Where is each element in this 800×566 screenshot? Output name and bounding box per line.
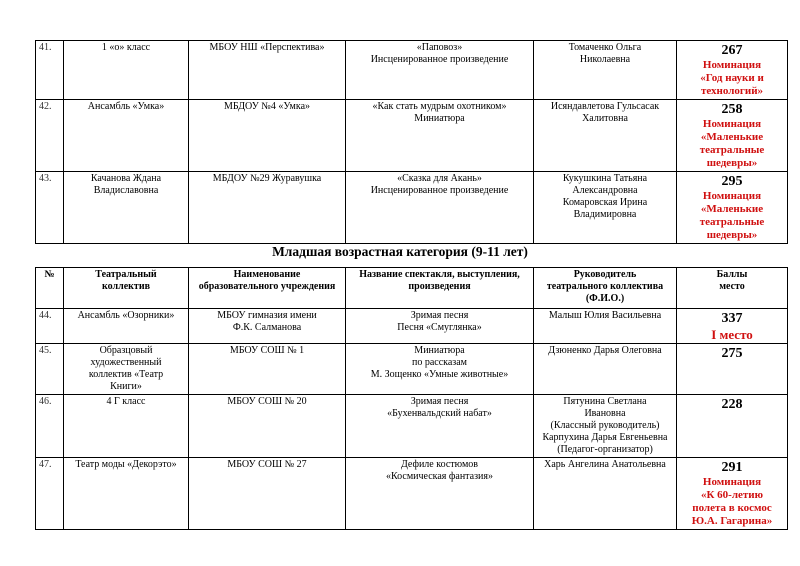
performance-line: «Паповоз» [416, 42, 463, 53]
score-value: 258 [721, 102, 743, 117]
institution-cell [189, 41, 346, 100]
score-cell [677, 100, 788, 172]
header-collective-line: коллектив [102, 281, 150, 292]
leader-line: (Классный руководитель) [550, 420, 660, 431]
table-header-row [36, 268, 788, 309]
leader-line: Томаченко Ольга [568, 42, 642, 53]
score-cell [677, 344, 788, 395]
collective-line: 4 Г класс [106, 396, 146, 407]
header-leader [534, 268, 677, 309]
nomination-line: Номинация [702, 476, 762, 488]
institution-line: МБОУ СОШ № 20 [227, 396, 307, 407]
score-cell [677, 41, 788, 100]
collective-line: Качанова Ждана [90, 173, 162, 184]
performance-cell [346, 100, 534, 172]
institution-line: Ф.К. Салманова [232, 322, 302, 333]
collective-cell [64, 458, 189, 530]
institution-cell [189, 100, 346, 172]
header-score [677, 268, 788, 309]
nomination-line: театральные [699, 216, 765, 228]
collective-cell [64, 309, 189, 344]
header-num [36, 268, 64, 309]
leader-line: (Педагог-организатор) [557, 444, 653, 455]
table-row [36, 344, 788, 395]
collective-line: Театр моды «Декорэто» [75, 459, 177, 470]
score-value: 267 [721, 43, 743, 58]
performance-cell [346, 41, 534, 100]
performance-line: Зримая песня [410, 310, 469, 321]
institution-line: МБДОУ №4 «Умка» [223, 101, 311, 112]
collective-line: Ансамбль «Озорники» [77, 310, 175, 321]
header-collective-line: Театральный [95, 269, 157, 280]
leader-line: Дзюненко Дарья Олеговна [548, 345, 662, 356]
performance-line: по рассказам [411, 357, 468, 368]
performance-cell [346, 395, 534, 458]
table-row [36, 395, 788, 458]
table-row [36, 458, 788, 530]
collective-cell [64, 344, 189, 395]
header-score-line: Баллы [716, 269, 748, 280]
collective-line: Владиславовна [93, 185, 159, 196]
score-value: 275 [721, 346, 743, 361]
header-collective [64, 268, 189, 309]
collective-cell [64, 395, 189, 458]
num-cell: 41. [36, 41, 64, 100]
nomination-line: театральные [699, 144, 765, 156]
header-leader-line: театрального коллектива [546, 281, 664, 292]
score-cell [677, 395, 788, 458]
leader-cell [534, 458, 677, 530]
score-cell [677, 309, 788, 344]
leader-line: Исяндавлетова Гульсасак [550, 101, 660, 112]
collective-line: Ансамбль «Умка» [87, 101, 165, 112]
results-table-previous [35, 40, 788, 244]
place-badge: I место [711, 327, 753, 342]
header-leader-line: (Ф.И.О.) [585, 293, 625, 304]
collective-line: коллектив «Театр [88, 369, 164, 380]
performance-line: Инсценированное произведение [370, 54, 509, 65]
nomination-line: шедевры» [706, 229, 758, 241]
table-row [36, 100, 788, 172]
collective-cell [64, 41, 189, 100]
leader-cell [534, 172, 677, 244]
header-num-line: № [44, 269, 55, 280]
performance-line: «Космическая фантазия» [385, 471, 494, 482]
leader-line: Халитовна [582, 113, 628, 124]
leader-line: Пятунина Светлана [563, 396, 647, 407]
num-cell: 42. [36, 100, 64, 172]
institution-cell [189, 344, 346, 395]
nomination-line: «Маленькие [700, 203, 764, 215]
institution-cell [189, 172, 346, 244]
performance-line: М. Зощенко «Умные животные» [370, 369, 509, 380]
num-cell: 45. [36, 344, 64, 395]
leader-line: Комаровская Ирина [562, 197, 648, 208]
leader-cell [534, 309, 677, 344]
leader-line: Ивановна [584, 408, 626, 419]
nomination-line: шедевры» [706, 157, 758, 169]
score-cell [677, 458, 788, 530]
results-table-junior [35, 267, 788, 530]
header-institution [189, 268, 346, 309]
leader-line: Кукушкина Татьяна [562, 173, 648, 184]
leader-cell [534, 344, 677, 395]
performance-cell [346, 344, 534, 395]
institution-cell [189, 458, 346, 530]
nomination-line: «Маленькие [700, 131, 764, 143]
score-value: 291 [721, 460, 743, 475]
header-institution-line: Наименование [233, 269, 301, 280]
performance-line: Миниатюра [414, 113, 465, 124]
header-institution-line: образовательного учреждения [198, 281, 336, 292]
leader-line: Александровна [572, 185, 638, 196]
performance-line: «Бухенвальдский набат» [387, 408, 492, 419]
institution-line: МБОУ СОШ № 27 [227, 459, 307, 470]
leader-line: Малыш Юлия Васильевна [548, 310, 662, 321]
num-cell: 47. [36, 458, 64, 530]
collective-line: 1 «о» класс [101, 42, 151, 53]
performance-line: Дефиле костюмов [400, 459, 479, 470]
institution-line: МБОУ СОШ № 1 [229, 345, 305, 356]
nomination-line: Номинация [702, 190, 762, 202]
num-cell: 44. [36, 309, 64, 344]
leader-cell [534, 41, 677, 100]
num-cell: 46. [36, 395, 64, 458]
institution-cell [189, 309, 346, 344]
table-row [36, 41, 788, 100]
institution-cell [189, 395, 346, 458]
institution-line: МБОУ гимназия имени [217, 310, 317, 321]
performance-cell [346, 458, 534, 530]
num-cell: 43. [36, 172, 64, 244]
nomination-line: технологий» [700, 85, 764, 97]
collective-cell [64, 100, 189, 172]
nomination-line: Номинация [702, 118, 762, 130]
performance-cell [346, 172, 534, 244]
leader-line: Владимировна [573, 209, 637, 220]
performance-line: «Сказка для Акань» [397, 173, 482, 184]
header-performance-line: произведения [408, 281, 471, 292]
collective-line: Образцовый [99, 345, 153, 356]
nomination-line: Ю.А. Гагарина» [691, 515, 773, 527]
table-row [36, 172, 788, 244]
nomination-line: Номинация [702, 59, 762, 71]
header-score-line: место [719, 281, 745, 292]
nomination-line: «Год науки и [700, 72, 764, 84]
performance-cell [346, 309, 534, 344]
performance-line: «Как стать мудрым охотником» [372, 101, 507, 112]
performance-line: Зримая песня [410, 396, 469, 407]
institution-line: МБОУ НШ «Перспектива» [209, 42, 325, 53]
header-performance [346, 268, 534, 309]
score-cell [677, 172, 788, 244]
performance-line: Инсценированное произведение [370, 185, 509, 196]
collective-cell [64, 172, 189, 244]
performance-line: Песня «Смуглянка» [397, 322, 482, 333]
table-row [36, 309, 788, 344]
header-leader-line: Руководитель [573, 269, 637, 280]
score-value: 337 [721, 311, 743, 326]
leader-cell [534, 100, 677, 172]
section-title: Младшая возрастная категория (9-11 лет) [272, 244, 528, 259]
score-value: 295 [721, 174, 743, 189]
leader-cell [534, 395, 677, 458]
leader-line: Харь Ангелина Анатольевна [544, 459, 666, 470]
collective-line: художественный [90, 357, 162, 368]
header-performance-line: Название спектакля, выступления, [359, 269, 520, 280]
institution-line: МБДОУ №29 Журавушка [212, 173, 322, 184]
collective-line: Книги» [110, 381, 142, 392]
nomination-line: полета в космос [692, 502, 772, 514]
leader-line: Николаевна [579, 54, 631, 65]
score-value: 228 [721, 397, 743, 412]
performance-line: Миниатюра [414, 345, 465, 356]
leader-line: Карпухина Дарья Евгеньевна [542, 432, 668, 443]
nomination-line: «К 60-летию [700, 489, 764, 501]
